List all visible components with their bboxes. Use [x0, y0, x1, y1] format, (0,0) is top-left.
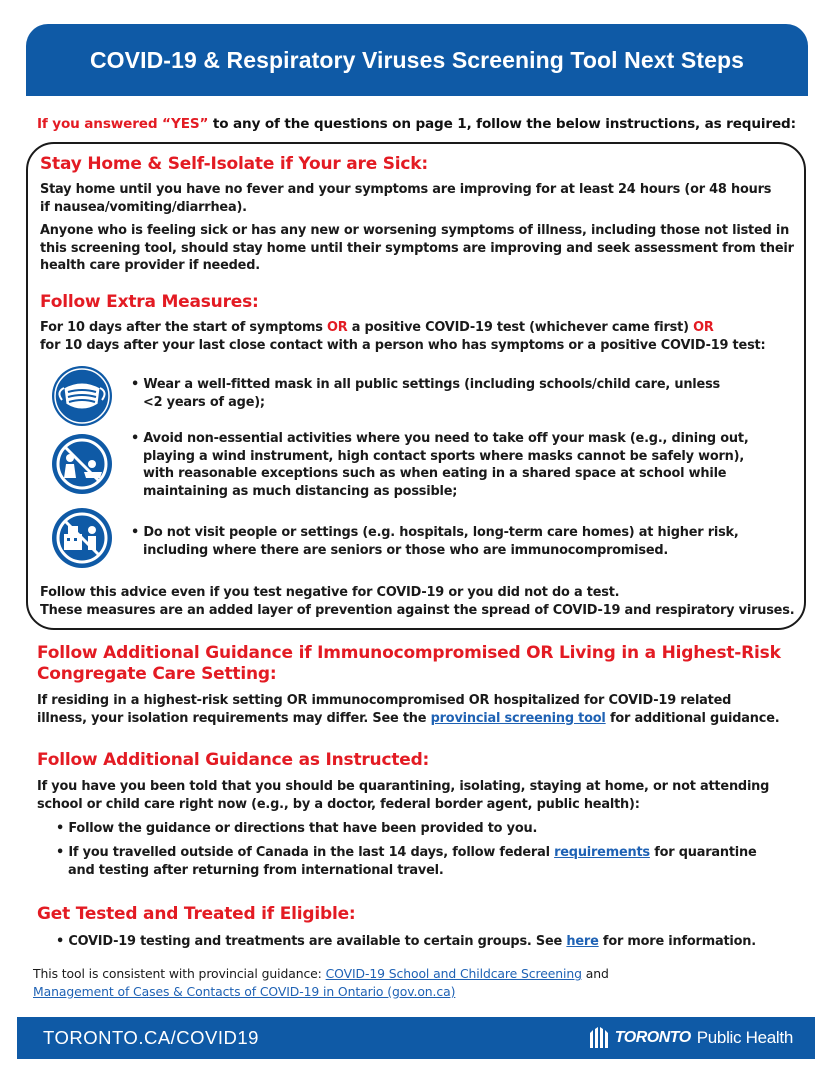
- instructed-bullet-travel: • If you travelled outside of Canada in the last 14 days, follow federal requirements for quarantine and testing after returning from international travel.: [56, 845, 757, 878]
- self-isolate-heading: Stay Home & Self-Isolate if Your are Sick:: [40, 154, 429, 174]
- toronto-public-health-logo: TORONTO Public Health: [589, 1027, 793, 1049]
- page-title: COVID-19 & Respiratory Viruses Screening Tool Next Steps: [89, 46, 745, 73]
- page-footer: [17, 1017, 815, 1059]
- page-header: [26, 24, 808, 96]
- school-childcare-screening-link[interactable]: COVID-19 School and Childcare Screening: [325, 966, 582, 981]
- requirements-link[interactable]: requirements: [554, 845, 650, 860]
- management-of-cases-link[interactable]: Management of Cases & Contacts of COVID-19 in Ontario (gov.on.ca): [33, 983, 456, 999]
- mask-icon: [50, 364, 114, 428]
- immuno-para: If residing in a highest-risk setting OR immunocompromised OR hospitalized for COVID-19 related illness, your isolation requirements may differ. See the provincial screening tool for additional guidance.: [37, 693, 780, 726]
- extra-measures-heading: Follow Extra Measures:: [40, 292, 259, 312]
- tested-bullet: • COVID-19 testing and treatments are available to certain groups. See here for more information.: [56, 934, 756, 949]
- footer-url[interactable]: TORONTO.CA/COVID19: [43, 1027, 259, 1048]
- instructed-bullet-follow: • Follow the guidance or directions that have been provided to you.: [56, 821, 538, 836]
- consistency-note: This tool is consistent with provincial guidance: COVID-19 School and Childcare Screening and Management of Cases & Contacts of COVID-19 in Ontario (gov.on.ca): [33, 966, 609, 999]
- bullet-avoid-activities: • Avoid non-essential activities where you need to take off your mask (e.g., dining out, playing a wind instrument, high contact sports where masks cannot be safely worn), with reasonable exceptions such as when eating in a shared space at school while maintaining as much distancing as possible;: [131, 431, 749, 499]
- here-link[interactable]: here: [566, 934, 599, 949]
- intro-yes: If you answered “YES”: [37, 116, 209, 132]
- instructed-para: If you have you been told that you should be quarantining, isolating, staying at home, or not attending school or child care right now (e.g., by a doctor, federal border agent, public health):: [37, 779, 770, 812]
- self-isolate-para1: Stay home until you have no fever and your symptoms are improving for at least 24 hours (or 48 hours if nausea/vomiting/diarrhea).: [40, 182, 772, 215]
- self-isolate-para2: Anyone who is feeling sick or has any new or worsening symptoms of illness, including those not listed in this screening tool, should stay home until their symptoms are improving and seek assessment from their health care provider if needed.: [40, 223, 794, 273]
- extra-measures-intro: For 10 days after the start of symptoms OR a positive COVID-19 test (whichever came first) OR for 10 days after your last close contact with a person who has symptoms or a positive COVID-19 test:: [40, 320, 766, 353]
- no-visiting-icon: [50, 506, 114, 570]
- city-hall-icon: [589, 1027, 609, 1049]
- bullet-do-not-visit: • Do not visit people or settings (e.g. hospitals, long-term care homes) at higher risk, including where there are seniors or those who are immunocompromised.: [131, 525, 739, 558]
- extra-closing: Follow this advice even if you test negative for COVID-19 or you did not do a test. These measures are an added layer of prevention against the spread of COVID-19 and respiratory viruses.: [40, 585, 795, 618]
- no-dining-icon: [50, 432, 114, 496]
- intro-rest: to any of the questions on page 1, follow the below instructions, as required:: [208, 116, 796, 132]
- instructed-heading: Follow Additional Guidance as Instructed:: [37, 750, 430, 770]
- bullet-wear-mask: • Wear a well-fitted mask in all public settings (including schools/child care, unless <2 years of age);: [131, 377, 721, 410]
- tested-heading: Get Tested and Treated if Eligible:: [37, 904, 356, 924]
- intro-line: [37, 116, 796, 132]
- immuno-heading: Follow Additional Guidance if Immunocompromised OR Living in a Highest-Risk Congregate Care Setting:: [37, 643, 781, 684]
- provincial-screening-tool-link[interactable]: provincial screening tool: [430, 710, 606, 726]
